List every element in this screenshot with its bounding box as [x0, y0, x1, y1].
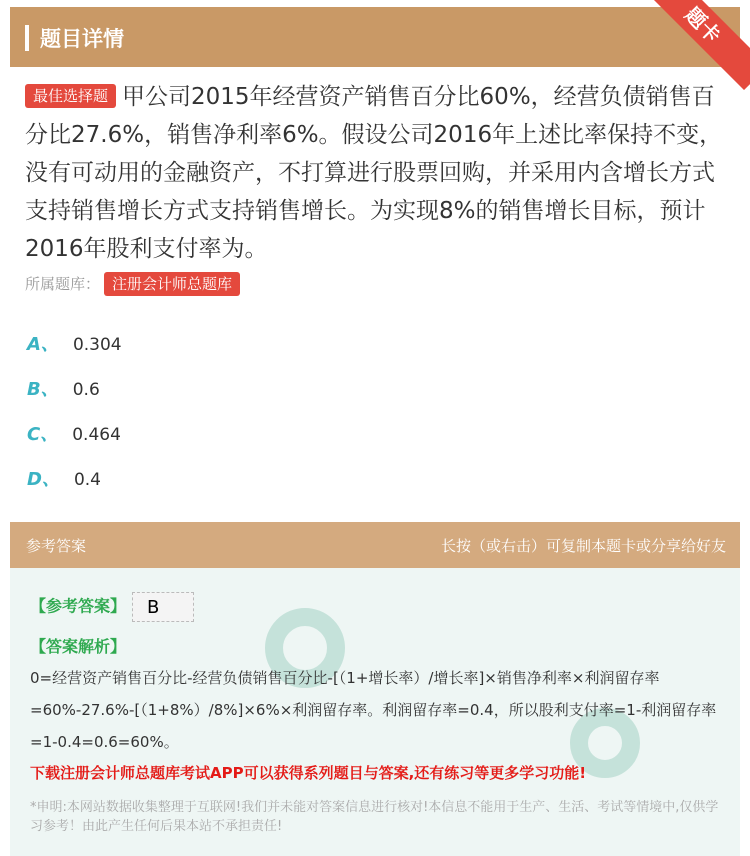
- question-text-block: [25, 78, 730, 268]
- question-bank: [25, 272, 246, 296]
- title-accent-bar: [25, 25, 29, 51]
- bank-label: 所属题库：: [25, 275, 101, 293]
- reference-answer-label: 【参考答案】: [30, 596, 127, 616]
- option-letter: C、: [27, 424, 59, 445]
- reference-answer-value: B: [132, 592, 194, 622]
- option-letter: A、: [27, 334, 59, 355]
- option-letter: D、: [27, 469, 60, 490]
- analysis-label: 【答案解析】: [30, 637, 127, 656]
- option-b[interactable]: [27, 375, 100, 401]
- share-hint: 长按（或右击）可复制本题卡或分享给好友: [440, 537, 726, 555]
- bank-link[interactable]: 注册会计师总题库: [104, 272, 240, 296]
- option-d[interactable]: [27, 465, 101, 491]
- option-c[interactable]: [27, 420, 121, 446]
- question-type-badge: 最佳选择题: [25, 84, 116, 108]
- answer-header-label: 参考答案: [26, 537, 87, 555]
- app-promo-link[interactable]: 下载注册会计师总题库考试APP可以获得系列题目与答案,还有练习等更多学习功能!: [30, 764, 587, 782]
- answer-header: [10, 522, 740, 568]
- reference-answer: [30, 592, 194, 622]
- option-text: 0.4: [73, 470, 101, 490]
- option-a[interactable]: [27, 330, 122, 356]
- header: [10, 7, 740, 67]
- page-title: 题目详情: [40, 27, 124, 51]
- option-text: 0.304: [72, 335, 122, 355]
- analysis-text: 0=经营资产销售百分比-经营负债销售百分比-[（1+增长率）/增长率]×销售净利率×利润留存率=60%-27.6%-[（1+8%）/8%]×6%×利润留存率。利润留存率=0.4，所以股利支付率=1-利润留存率=1-0.4=0.6=60%。: [30, 669, 717, 751]
- option-text: 0.464: [72, 425, 121, 445]
- option-text: 0.6: [72, 380, 100, 400]
- question-text: 甲公司2015年经营资产销售百分比60%，经营负债销售百分比27.6%，销售净利率6%。假设公司2016年上述比率保持不变，没有可动用的金融资产，不打算进行股票回购，并采用内含增长方式支持销售增长方式支持销售增长。为实现8%的销售增长目标，预计2016年股利支付率为。: [25, 84, 723, 262]
- ribbon-container: [650, 0, 750, 90]
- answer-body: [10, 568, 740, 856]
- question-card-ribbon[interactable]: 题卡: [650, 0, 750, 90]
- disclaimer: *申明:本网站数据收集整理于互联网!我们并未能对答案信息进行核对!本信息不能用于生产、生活、考试等情境中,仅供学习参考！由此产生任何后果本站不承担责任!: [30, 800, 719, 834]
- option-letter: B、: [27, 379, 59, 400]
